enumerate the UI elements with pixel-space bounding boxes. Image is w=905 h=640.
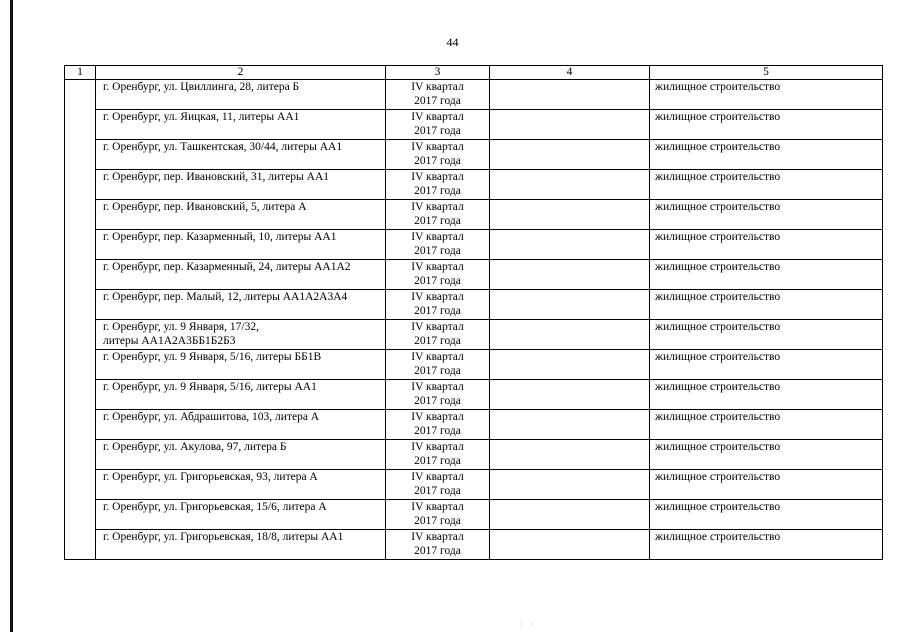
address-line: г. Оренбург, ул. Ташкентская, 30/44, литеры АА1	[103, 141, 343, 153]
deadline-cell	[386, 320, 490, 350]
address-line: г. Оренбург, ул. Яицкая, 11, литеры АА1	[103, 111, 300, 123]
quarter-text: IV квартал	[411, 201, 464, 213]
address-line: г. Оренбург, ул. Григорьевская, 93, литера А	[103, 471, 318, 483]
deadline-cell	[386, 230, 490, 260]
deadline-cell	[386, 530, 490, 560]
year-text: 2017 года	[414, 275, 461, 287]
purpose-cell: жилищное строительство	[650, 170, 883, 200]
deadline-cell	[386, 470, 490, 500]
address-line: г. Оренбург, ул. 9 Января, 5/16, литеры ББ1В	[103, 351, 322, 363]
column-4-cell	[490, 170, 650, 200]
purpose-cell: жилищное строительство	[650, 200, 883, 230]
year-text: 2017 года	[414, 245, 461, 257]
table-row	[65, 440, 883, 470]
address-line: г. Оренбург, пер. Казарменный, 24, литеры АА1А2	[103, 261, 351, 273]
address-line: г. Оренбург, ул. Григорьевская, 18/8, литеры АА1	[103, 531, 344, 543]
address-line: г. Оренбург, пер. Малый, 12, литеры АА1А2А3А4	[103, 291, 348, 303]
column-4-cell	[490, 110, 650, 140]
address-cell	[96, 110, 386, 140]
address-line: г. Оренбург, ул. 9 Января, 5/16, литеры АА1	[103, 381, 317, 393]
scan-edge-bar	[10, 0, 13, 632]
deadline-cell	[386, 80, 490, 110]
column-4-cell	[490, 470, 650, 500]
header-row	[65, 66, 883, 80]
year-text: 2017 года	[414, 545, 461, 557]
table-row	[65, 470, 883, 500]
number-cell	[65, 80, 96, 560]
address-cell	[96, 350, 386, 380]
purpose-cell: жилищное строительство	[650, 290, 883, 320]
year-text: 2017 года	[414, 425, 461, 437]
year-text: 2017 года	[414, 455, 461, 467]
address-line: литеры АА1А2А3ББ1Б2Б3	[103, 335, 236, 347]
column-4-cell	[490, 230, 650, 260]
purpose-cell: жилищное строительство	[650, 230, 883, 260]
address-cell	[96, 290, 386, 320]
purpose-cell: жилищное строительство	[650, 380, 883, 410]
address-cell	[96, 80, 386, 110]
table-row	[65, 260, 883, 290]
table-row	[65, 320, 883, 350]
header-cell-2: 2	[96, 66, 386, 80]
quarter-text: IV квартал	[411, 81, 464, 93]
address-cell	[96, 260, 386, 290]
quarter-text: IV квартал	[411, 471, 464, 483]
purpose-cell: жилищное строительство	[650, 530, 883, 560]
table-row	[65, 230, 883, 260]
year-text: 2017 года	[414, 485, 461, 497]
quarter-text: IV квартал	[411, 141, 464, 153]
column-4-cell	[490, 440, 650, 470]
table-row	[65, 200, 883, 230]
table-row	[65, 140, 883, 170]
quarter-text: IV квартал	[411, 321, 464, 333]
deadline-cell	[386, 110, 490, 140]
address-cell	[96, 500, 386, 530]
purpose-cell: жилищное строительство	[650, 140, 883, 170]
deadline-cell	[386, 140, 490, 170]
purpose-cell: жилищное строительство	[650, 260, 883, 290]
purpose-cell: жилищное строительство	[650, 350, 883, 380]
quarter-text: IV квартал	[411, 351, 464, 363]
address-line: г. Оренбург, ул. Акулова, 97, литера Б	[103, 441, 287, 453]
column-4-cell	[490, 80, 650, 110]
column-4-cell	[490, 530, 650, 560]
quarter-text: IV квартал	[411, 411, 464, 423]
page-number: 44	[446, 35, 459, 49]
quarter-text: IV квартал	[411, 231, 464, 243]
address-cell	[96, 170, 386, 200]
column-4-cell	[490, 410, 650, 440]
scan-noise: · ·	[520, 620, 537, 629]
deadline-cell	[386, 260, 490, 290]
column-4-cell	[490, 320, 650, 350]
table-row	[65, 410, 883, 440]
address-line: г. Оренбург, ул. Цвиллинга, 28, литера Б	[103, 81, 300, 93]
purpose-cell: жилищное строительство	[650, 470, 883, 500]
deadline-cell	[386, 440, 490, 470]
table-row	[65, 290, 883, 320]
purpose-cell: жилищное строительство	[650, 500, 883, 530]
quarter-text: IV квартал	[411, 501, 464, 513]
quarter-text: IV квартал	[411, 171, 464, 183]
deadline-cell	[386, 350, 490, 380]
address-cell	[96, 530, 386, 560]
address-cell	[96, 470, 386, 500]
table-row	[65, 350, 883, 380]
deadline-cell	[386, 200, 490, 230]
quarter-text: IV квартал	[411, 291, 464, 303]
deadline-cell	[386, 500, 490, 530]
table-row	[65, 380, 883, 410]
address-cell	[96, 440, 386, 470]
quarter-text: IV квартал	[411, 381, 464, 393]
table-row	[65, 80, 883, 110]
column-4-cell	[490, 500, 650, 530]
purpose-cell: жилищное строительство	[650, 80, 883, 110]
address-line: г. Оренбург, пер. Казарменный, 10, литеры АА1	[103, 231, 337, 243]
column-4-cell	[490, 380, 650, 410]
address-cell	[96, 140, 386, 170]
header-cell-3: 3	[386, 66, 490, 80]
table-row	[65, 110, 883, 140]
address-cell	[96, 200, 386, 230]
address-line: г. Оренбург, ул. Абдрашитова, 103, литера А	[103, 411, 320, 423]
quarter-text: IV квартал	[411, 531, 464, 543]
table-row	[65, 530, 883, 560]
purpose-cell: жилищное строительство	[650, 110, 883, 140]
header-cell-1: 1	[65, 66, 96, 80]
year-text: 2017 года	[414, 185, 461, 197]
quarter-text: IV квартал	[411, 111, 464, 123]
year-text: 2017 года	[414, 155, 461, 167]
column-4-cell	[490, 140, 650, 170]
address-line: г. Оренбург, ул. Григорьевская, 15/6, литера А	[103, 501, 327, 513]
purpose-cell: жилищное строительство	[650, 410, 883, 440]
land-plots-table	[64, 65, 883, 560]
quarter-text: IV квартал	[411, 441, 464, 453]
year-text: 2017 года	[414, 515, 461, 527]
column-4-cell	[490, 290, 650, 320]
header-cell-4: 4	[490, 66, 650, 80]
purpose-cell: жилищное строительство	[650, 440, 883, 470]
quarter-text: IV квартал	[411, 261, 464, 273]
year-text: 2017 года	[414, 215, 461, 227]
year-text: 2017 года	[414, 395, 461, 407]
deadline-cell	[386, 290, 490, 320]
deadline-cell	[386, 170, 490, 200]
column-4-cell	[490, 350, 650, 380]
address-cell	[96, 380, 386, 410]
year-text: 2017 года	[414, 125, 461, 137]
purpose-cell: жилищное строительство	[650, 320, 883, 350]
address-cell	[96, 230, 386, 260]
deadline-cell	[386, 410, 490, 440]
deadline-cell	[386, 380, 490, 410]
header-cell-5: 5	[650, 66, 883, 80]
year-text: 2017 года	[414, 365, 461, 377]
address-line: г. Оренбург, пер. Ивановский, 5, литера А	[103, 201, 307, 213]
address-line: г. Оренбург, ул. 9 Января, 17/32,	[103, 321, 259, 333]
column-4-cell	[490, 200, 650, 230]
table-row	[65, 170, 883, 200]
column-4-cell	[490, 260, 650, 290]
year-text: 2017 года	[414, 335, 461, 347]
year-text: 2017 года	[414, 95, 461, 107]
address-line: г. Оренбург, пер. Ивановский, 31, литеры АА1	[103, 171, 330, 183]
address-cell	[96, 410, 386, 440]
address-cell	[96, 320, 386, 350]
year-text: 2017 года	[414, 305, 461, 317]
table-row	[65, 500, 883, 530]
